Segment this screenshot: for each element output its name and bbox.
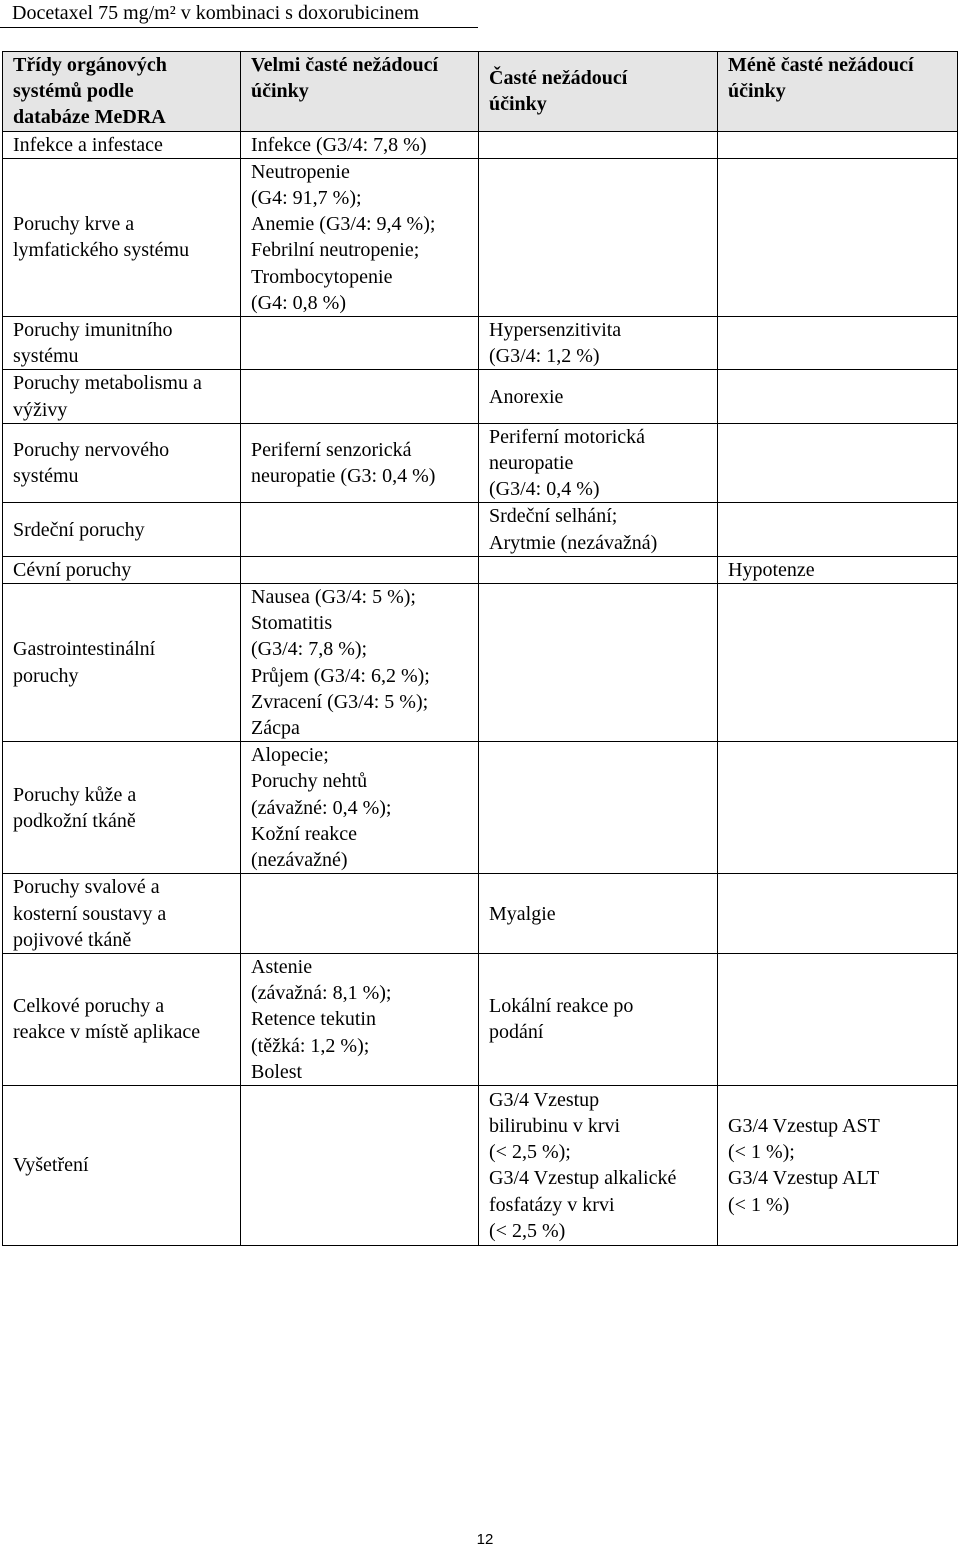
table-row [3, 423, 958, 503]
cell-text-line: Hypotenze [728, 558, 815, 581]
uncommon-cell [718, 874, 958, 954]
very-common-cell [241, 370, 479, 423]
organ-class-cell [3, 423, 241, 503]
very-common-cell [241, 158, 479, 316]
table-row [3, 317, 958, 370]
organ-class-cell [3, 317, 241, 370]
title-underline [0, 27, 478, 28]
adverse-effects-table [2, 51, 958, 1246]
cell-text-line: Poruchy nervového [13, 438, 170, 461]
cell-text-line: Neutropenie [251, 160, 350, 183]
cell-text-line: poruchy [13, 664, 79, 687]
cell-text-line: Trombocytopenie [251, 265, 393, 288]
cell-text-line: reakce v místě aplikace [13, 1021, 201, 1044]
cell-text-line: Arytmie (nezávažná) [489, 531, 658, 554]
cell-text-line: (< 2,5 %); [489, 1141, 571, 1164]
organ-class-cell [3, 1085, 241, 1245]
cell-text-line: G3/4 Vzestup [489, 1088, 600, 1111]
cell-text-line: (závažná: 8,1 %); [251, 982, 392, 1005]
cell-text-line: Vyšetření [13, 1154, 89, 1177]
cell-text-line: G3/4 Vzestup ALT [728, 1167, 880, 1190]
cell-text-line: Třídy orgánových [13, 54, 167, 76]
cell-text-line: (G3/4: 1,2 %) [489, 345, 600, 368]
table-row [3, 1085, 958, 1245]
cell-text-line: Poruchy nehtů [251, 770, 368, 793]
table-row [3, 874, 958, 954]
cell-text-line: účinky [251, 80, 309, 103]
document-title [12, 0, 612, 28]
organ-class-cell [3, 370, 241, 423]
cell-text-line: lymfatického systému [13, 239, 190, 262]
cell-text-line: systému [13, 465, 79, 488]
cell-text-line: neuropatie (G3: 0,4 %) [251, 465, 436, 488]
cell-text-line: (G3/4: 0,4 %) [489, 478, 600, 501]
uncommon-cell [718, 423, 958, 503]
table-row [3, 742, 958, 874]
table-row [3, 953, 958, 1085]
uncommon-cell [718, 317, 958, 370]
organ-class-cell [3, 503, 241, 556]
cell-text-line: (závažné: 0,4 %); [251, 796, 392, 819]
cell-text-line: pojivové tkáně [13, 928, 132, 951]
cell-text-line: účinky [489, 93, 547, 116]
cell-text-line: (G3/4: 7,8 %); [251, 638, 368, 661]
uncommon-cell [718, 158, 958, 316]
very-common-cell [241, 556, 479, 583]
cell-text-line: Anorexie [489, 385, 564, 408]
cell-text-line: Poruchy svalové a [13, 876, 160, 899]
common-cell [479, 953, 718, 1085]
cell-text-line: Průjem (G3/4: 6,2 %); [251, 664, 430, 687]
cell-text-line: databáze MeDRA [13, 106, 166, 129]
cell-text-line: Srdeční poruchy [13, 518, 145, 541]
uncommon-cell [718, 131, 958, 158]
cell-text-line: podání [489, 1021, 544, 1044]
cell-text-line: Periferní senzorická [251, 438, 412, 461]
cell-text-line: Bolest [251, 1060, 303, 1083]
cell-text-line: Infekce a infestace [13, 133, 163, 156]
cell-text-line: (nezávažné) [251, 849, 348, 872]
cell-text-line: systému [13, 345, 79, 368]
table-row [3, 370, 958, 423]
cell-text-line: neuropatie [489, 452, 574, 475]
very-common-cell [241, 584, 479, 742]
cell-text-line: Retence tekutin [251, 1008, 376, 1031]
cell-text-line: Méně časté nežádoucí [728, 54, 914, 76]
cell-text-line: Febrilní neutropenie; [251, 239, 420, 262]
cell-text-line: Anemie (G3/4: 9,4 %); [251, 213, 436, 236]
very-common-cell [241, 953, 479, 1085]
cell-text-line: Poruchy metabolismu a [13, 372, 202, 395]
cell-text-line: (G4: 91,7 %); [251, 187, 362, 210]
cell-text-line: G3/4 Vzestup AST [728, 1115, 880, 1138]
cell-text-line: Zvracení (G3/4: 5 %); [251, 690, 429, 713]
header-uncommon [718, 52, 958, 132]
cell-text-line: systémů podle [13, 80, 134, 103]
cell-text-line: Poruchy imunitního [13, 319, 173, 342]
uncommon-cell [718, 1085, 958, 1245]
common-cell [479, 503, 718, 556]
cell-text-line: Periferní motorická [489, 425, 646, 448]
cell-text-line: Celkové poruchy a [13, 995, 165, 1018]
cell-text-line: (< 1 %); [728, 1141, 795, 1164]
cell-text-line: Lokální reakce po [489, 995, 634, 1018]
cell-text-line: Poruchy krve a [13, 213, 135, 236]
cell-text-line: G3/4 Vzestup alkalické [489, 1167, 677, 1190]
cell-text-line: účinky [728, 80, 786, 103]
very-common-cell [241, 131, 479, 158]
very-common-cell [241, 874, 479, 954]
table-header-row [3, 52, 958, 132]
table-row [3, 584, 958, 742]
cell-text-line: Hypersenzitivita [489, 319, 622, 342]
common-cell [479, 423, 718, 503]
very-common-cell [241, 1085, 479, 1245]
cell-text-line: výživy [13, 398, 68, 421]
cell-text-line: Zácpa [251, 717, 300, 740]
table-row [3, 503, 958, 556]
organ-class-cell [3, 131, 241, 158]
cell-text-line: (< 2,5 %) [489, 1219, 566, 1242]
common-cell [479, 556, 718, 583]
cell-text-line: fosfatázy v krvi [489, 1193, 615, 1216]
common-cell [479, 370, 718, 423]
common-cell [479, 158, 718, 316]
cell-text-line: Velmi časté nežádoucí [251, 54, 439, 76]
uncommon-cell [718, 370, 958, 423]
cell-text-line: Cévní poruchy [13, 558, 132, 581]
organ-class-cell [3, 158, 241, 316]
common-cell [479, 131, 718, 158]
cell-text-line: Kožní reakce [251, 822, 358, 845]
uncommon-cell [718, 953, 958, 1085]
organ-class-cell [3, 874, 241, 954]
common-cell [479, 742, 718, 874]
organ-class-cell [3, 556, 241, 583]
organ-class-cell [3, 742, 241, 874]
header-very-common [241, 52, 479, 132]
page-number: 12 [476, 1531, 494, 1548]
cell-text-line: Astenie [251, 955, 313, 978]
table-body [3, 131, 958, 1245]
header-common [479, 52, 718, 132]
common-cell [479, 317, 718, 370]
common-cell [479, 874, 718, 954]
cell-text-line: podkožní tkáně [13, 809, 136, 832]
cell-text-line: (G4: 0,8 %) [251, 291, 346, 314]
uncommon-cell [718, 503, 958, 556]
very-common-cell [241, 423, 479, 503]
cell-text-line: Infekce (G3/4: 7,8 %) [251, 133, 427, 156]
document-title-text: Docetaxel 75 mg/m² v kombinaci s doxorubicinem [12, 2, 420, 24]
header-organ-class [3, 52, 241, 132]
organ-class-cell [3, 953, 241, 1085]
common-cell [479, 584, 718, 742]
table-row [3, 131, 958, 158]
very-common-cell [241, 742, 479, 874]
common-cell [479, 1085, 718, 1245]
uncommon-cell [718, 742, 958, 874]
uncommon-cell [718, 556, 958, 583]
cell-text-line: Nausea (G3/4: 5 %); [251, 586, 416, 609]
cell-text-line: Poruchy kůže a [13, 783, 137, 806]
cell-text-line: (těžká: 1,2 %); [251, 1034, 370, 1057]
cell-text-line: Alopecie; [251, 744, 329, 767]
table-row [3, 158, 958, 316]
table-row [3, 556, 958, 583]
uncommon-cell [718, 584, 958, 742]
very-common-cell [241, 317, 479, 370]
cell-text-line: Časté nežádoucí [489, 67, 628, 90]
cell-text-line: (< 1 %) [728, 1193, 790, 1216]
cell-text-line: Gastrointestinální [13, 638, 156, 661]
cell-text-line: Stomatitis [251, 612, 333, 635]
cell-text-line: bilirubinu v krvi [489, 1115, 621, 1138]
very-common-cell [241, 503, 479, 556]
cell-text-line: Myalgie [489, 902, 556, 925]
cell-text-line: kosterní soustavy a [13, 902, 167, 925]
cell-text-line: Srdeční selhání; [489, 505, 618, 528]
organ-class-cell [3, 584, 241, 742]
